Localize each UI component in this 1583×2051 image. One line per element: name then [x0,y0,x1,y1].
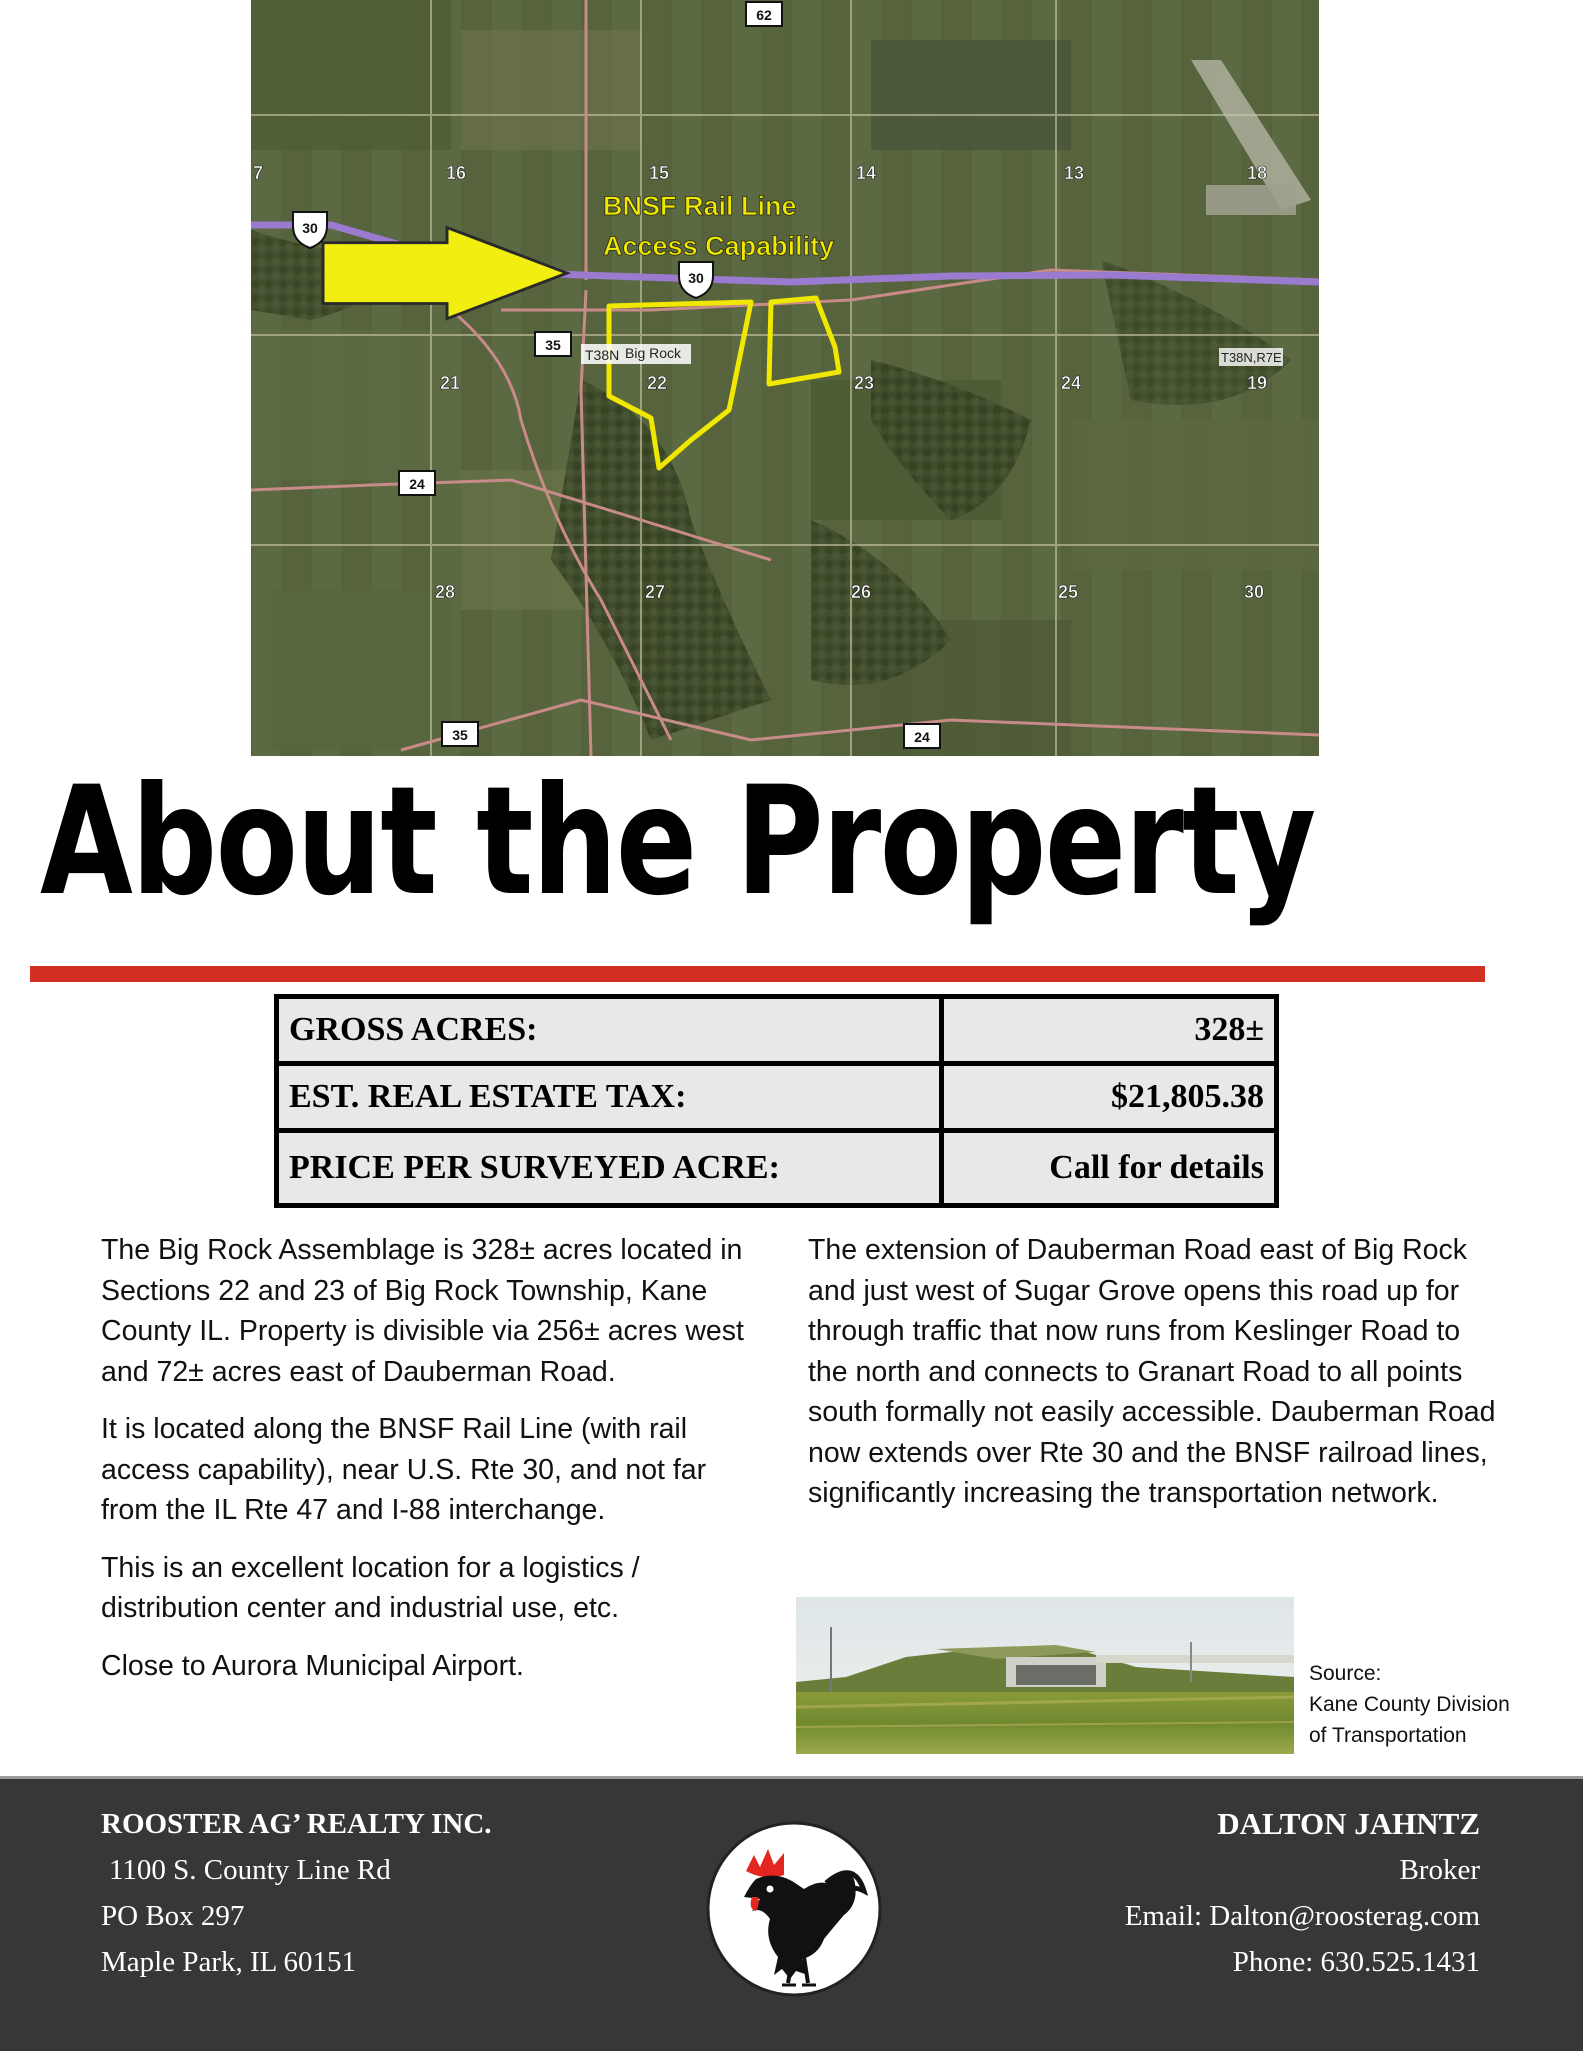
table-row [277,1131,1277,1206]
agent-title: Broker [1399,1854,1480,1886]
company-name: ROOSTER AG’ REALTY INC. [101,1808,492,1840]
address-line: PO Box 297 [101,1900,245,1932]
township-label: T38N [585,347,620,363]
section-label: 25 [1058,582,1079,602]
divider-rule [30,966,1485,982]
paragraph: It is located along the BNSF Rail Line (with rail access capability), near U.S. Rte 30, and not far from the IL Rte 47 and I-88 interchange. [101,1413,707,1526]
section-label: 26 [851,582,872,602]
rooster-logo-icon [704,1819,884,1999]
company-contact [101,1801,492,1985]
overpass-photo [796,1597,1294,1754]
agent-contact [1125,1801,1480,1985]
section-label: 13 [1064,163,1085,183]
route-shield: 30 [688,270,704,286]
caption-line: Kane County Division [1309,1693,1510,1716]
section-label: 28 [435,582,456,602]
map-annotation-line2: Access Capability [603,231,835,261]
caption-line: Source: [1309,1662,1382,1685]
section-label: 15 [649,163,670,183]
fact-value: 328± [942,997,1277,1064]
table-row [277,997,1277,1064]
paragraph: This is an excellent location for a logistics / distribution center and industrial use, etc. [101,1551,640,1624]
agent-email[interactable]: Email: Dalton@roosterag.com [1124,1900,1480,1932]
property-facts-table [274,994,1279,1208]
aerial-map [251,0,1319,756]
table-row [277,1064,1277,1131]
caption-line: of Transportation [1309,1724,1467,1747]
paragraph: The extension of Dauberman Road east of Big Rock and just west of Sugar Grove opens this road up for through traffic that now runs from Keslinger Road to the north and connects to Granart Road to all points south formally not easily accessible. Dauberman Road now extends over Rte 30 and the BNSF railroad lines, significantly increasing the transportation network. [808,1234,1496,1509]
description-right-column [808,1230,1498,1531]
paragraph: Close to Aurora Municipal Airport. [101,1649,524,1682]
fact-label: GROSS ACRES: [277,997,942,1064]
section-label: 7 [253,163,264,183]
paragraph: The Big Rock Assemblage is 328± acres located in Sections 22 and 23 of Big Rock Township, Kane County IL. Property is divisible via 256± acres west and 72± acres east of Dauberman Road. [101,1234,744,1388]
fact-label: PRICE PER SURVEYED ACRE: [277,1131,942,1206]
fact-label: EST. REAL ESTATE TAX: [277,1064,942,1131]
section-label: 19 [1247,373,1268,393]
place-label: Big Rock [625,345,682,361]
footer [0,1776,1583,2051]
section-label: 21 [440,373,461,393]
fact-value: Call for details [942,1131,1277,1206]
route-shield: 24 [409,476,425,492]
agent-phone[interactable]: Phone: 630.525.1431 [1232,1946,1480,1978]
section-label: 23 [854,373,875,393]
section-label: 24 [1061,373,1082,393]
section-label: 22 [647,373,668,393]
address-line: Maple Park, IL 60151 [101,1946,357,1978]
description-left-column [101,1230,761,1703]
map-annotation-line1: BNSF Rail Line [603,191,797,221]
section-label: 27 [645,582,666,602]
route-shield: 35 [545,337,561,353]
route-shield: 35 [452,727,468,743]
section-label: 14 [856,163,877,183]
section-label: 30 [1244,582,1265,602]
fact-value: $21,805.38 [942,1064,1277,1131]
page-title: About the Property [40,755,1315,929]
route-shield: 30 [302,220,318,236]
township-range-label: T38N,R7E [1221,350,1282,365]
route-shield: 24 [914,729,930,745]
agent-name: DALTON JAHNTZ [1217,1806,1480,1841]
address-line: 1100 S. County Line Rd [109,1854,391,1886]
section-label: 16 [446,163,467,183]
photo-caption [1309,1658,1510,1751]
section-label: 18 [1247,163,1268,183]
route-shield: 62 [756,7,772,23]
